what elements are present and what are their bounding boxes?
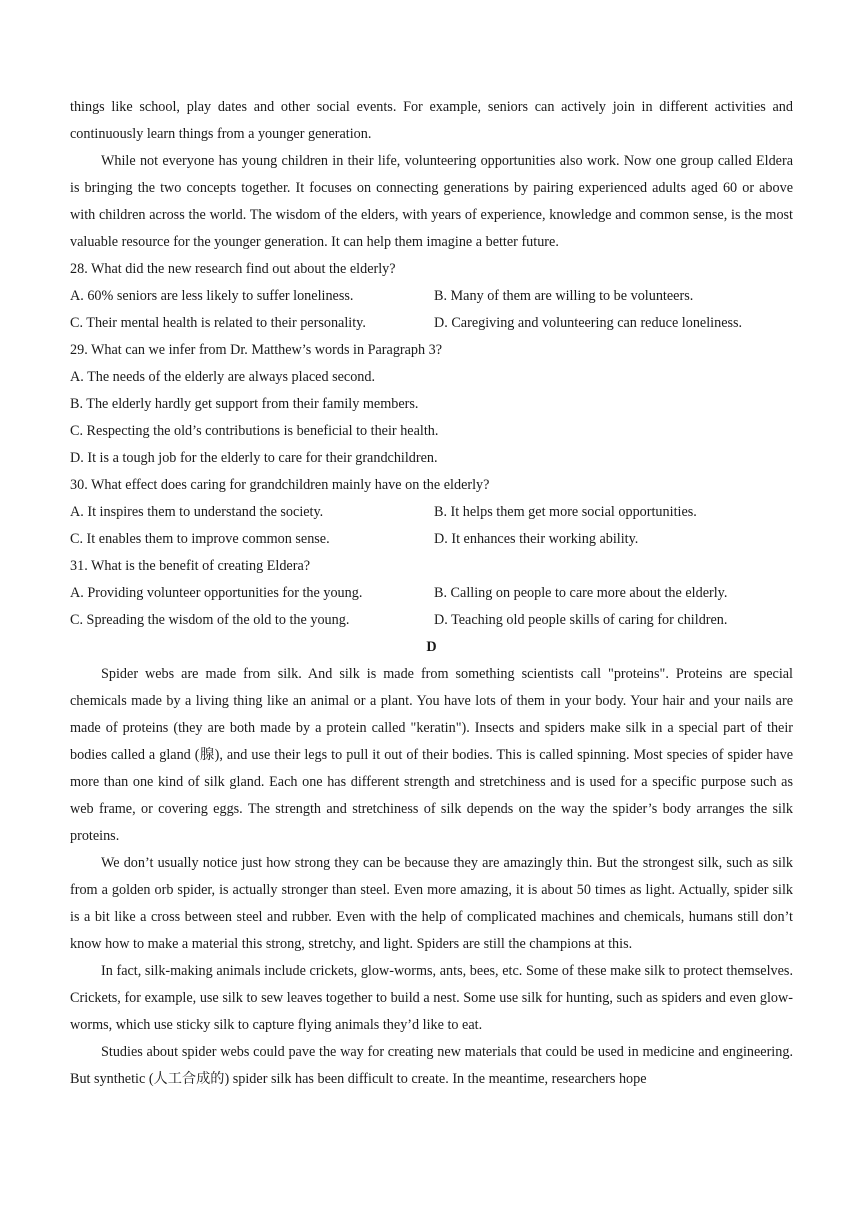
passage-d-heading: D bbox=[426, 639, 437, 655]
question-28-option-b: B. Many of them are willing to be volunteers. bbox=[434, 288, 694, 304]
question-30-option-c: C. It enables them to improve common sense. bbox=[70, 531, 330, 547]
question-30-option-a: A. It inspires them to understand the society. bbox=[70, 504, 324, 520]
question-30-options-row bbox=[70, 526, 793, 553]
passage-d-paragraph: In fact, silk-making animals include crickets, glow-worms, ants, bees, etc. Some of these make silk to protect themselves. Crickets, for example, use silk to sew leaves together to build a nest. Some use silk for hunting, such as spiders and even glow-worms, which use sticky silk to capture flying animals they’d like to eat. bbox=[70, 963, 793, 1033]
question-31-option-a: A. Providing volunteer opportunities for the young. bbox=[70, 585, 363, 601]
question-29-option-d: D. It is a tough job for the elderly to care for their grandchildren. bbox=[70, 450, 438, 466]
question-30-option-d: D. It enhances their working ability. bbox=[434, 531, 639, 547]
question-31-options-row bbox=[70, 607, 793, 634]
question-29-option-c: C. Respecting the old’s contributions is beneficial to their health. bbox=[70, 423, 439, 439]
question-30-options-row bbox=[70, 499, 793, 526]
question-29-option-a: A. The needs of the elderly are always placed second. bbox=[70, 369, 376, 385]
question-28-options-row bbox=[70, 310, 793, 337]
passage-c-paragraph: While not everyone has young children in their life, volunteering opportunities also work. Now one group called Eldera is bringing the two concepts together. It focuses on connecting generations by pairing experienced adults aged 60 or above with children across the world. The wisdom of the elders, with years of experience, knowledge and common sense, is the most valuable resource for the younger generation. It can help them imagine a better future. bbox=[70, 153, 793, 250]
question-28-option-d: D. Caregiving and volunteering can reduce loneliness. bbox=[434, 315, 743, 331]
question-28-option-a: A. 60% seniors are less likely to suffer loneliness. bbox=[70, 288, 354, 304]
question-30-option-b: B. It helps them get more social opportunities. bbox=[434, 504, 697, 520]
question-29-option-b: B. The elderly hardly get support from their family members. bbox=[70, 396, 419, 412]
passage-d-paragraph: Spider webs are made from silk. And silk is made from something scientists call "proteins". Proteins are special chemicals made by a living thing like an animal or a plant. You have lots of them in your body. Your hair and your nails are made of proteins (they are both made by a protein called "keratin"). Insects and spiders make silk in a special part of their bodies called a gland (腺), and use their legs to pull it out of their bodies. This is called spinning. Most species of spider have more than one kind of silk gland. Each one has different strength and stretchiness and is used for a specific purpose such as web frame, or covering eggs. The strength and stretchiness of silk depends on the way the spider’s body arranges the silk proteins. bbox=[70, 666, 793, 844]
passage-c-paragraph: things like school, play dates and other social events. For example, seniors can actively join in different activities and continuously learn things from a younger generation. bbox=[70, 99, 793, 142]
question-28-stem: 28. What did the new research find out about the elderly? bbox=[70, 261, 396, 277]
question-28-option-c: C. Their mental health is related to their personality. bbox=[70, 315, 366, 331]
document-page bbox=[70, 94, 793, 1093]
question-31-options-row bbox=[70, 580, 793, 607]
question-31-option-c: C. Spreading the wisdom of the old to the young. bbox=[70, 612, 350, 628]
question-31-option-b: B. Calling on people to care more about the elderly. bbox=[434, 585, 728, 601]
passage-d-paragraph: We don’t usually notice just how strong they can be because they are amazingly thin. But the strongest silk, such as silk from a golden orb spider, is actually stronger than steel. Even more amazing, it is about 50 times as light. Actually, spider silk is a bit like a cross between steel and rubber. Even with the help of complicated machines and chemicals, humans still don’t know how to make a material this strong, stretchy, and light. Spiders are still the champions at this. bbox=[70, 855, 793, 952]
question-31-stem: 31. What is the benefit of creating Eldera? bbox=[70, 558, 311, 574]
question-31-option-d: D. Teaching old people skills of caring for children. bbox=[434, 612, 728, 628]
question-30-stem: 30. What effect does caring for grandchildren mainly have on the elderly? bbox=[70, 477, 490, 493]
passage-d-paragraph: Studies about spider webs could pave the way for creating new materials that could be used in medicine and engineering. But synthetic (人工合成的) spider silk has been difficult to create. In the meantime, researchers hope bbox=[70, 1044, 793, 1087]
question-29-stem: 29. What can we infer from Dr. Matthew’s words in Paragraph 3? bbox=[70, 342, 443, 358]
question-28-options-row bbox=[70, 283, 793, 310]
